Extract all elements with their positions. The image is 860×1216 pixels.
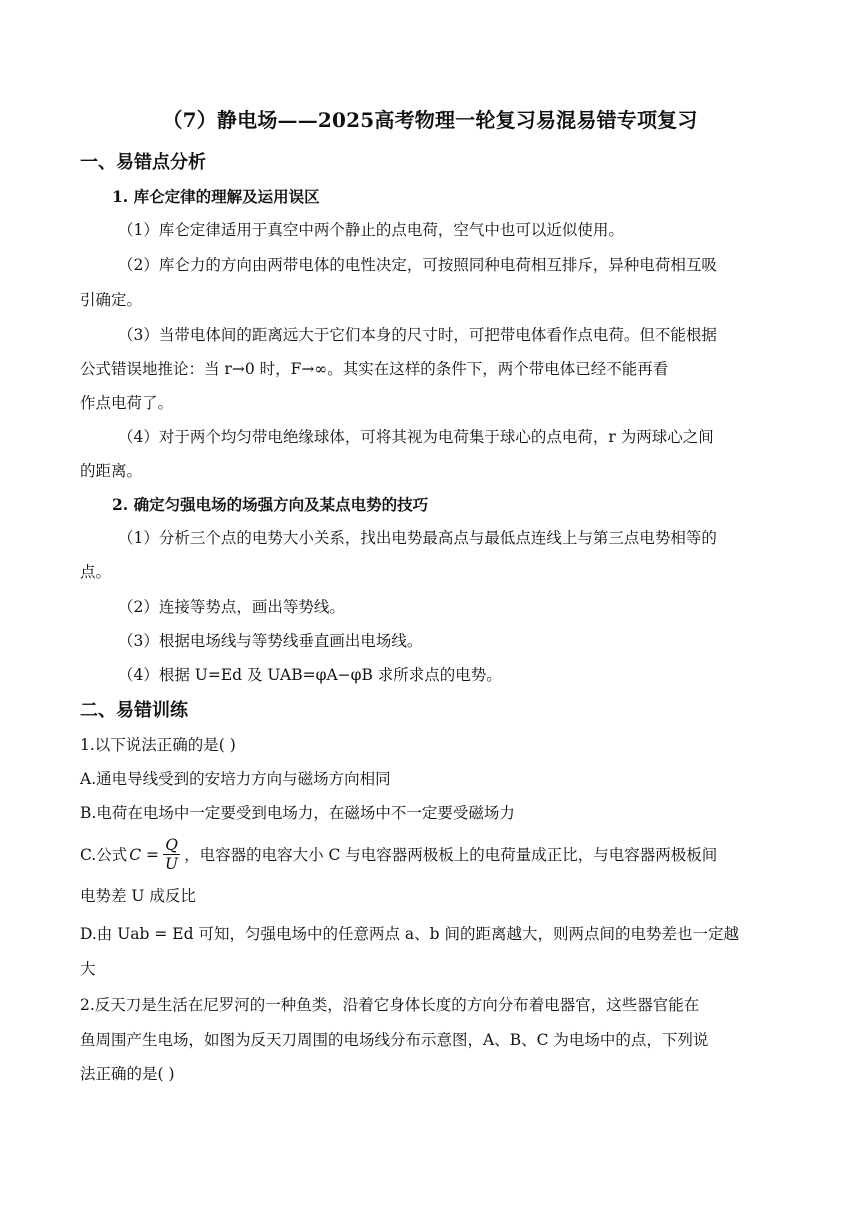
question-2-line3: 法正确的是( ) (80, 1065, 175, 1083)
question-2-line2: 鱼周围产生电场，如图为反天刀周围的电场线分布示意图，A、B、C 为电场中的点，下列说 (80, 1031, 709, 1049)
question-1-option-a: A.通电导线受到的安培力方向与磁场方向相同 (80, 770, 391, 788)
subsection-heading-uniform-field: 2. 确定匀强电场的场强方向及某点电势的技巧 (112, 495, 429, 514)
paragraph-field-4: （4）根据 U=Ed 及 UAB=φA−φB 求所求点的电势。 (118, 666, 502, 684)
paragraph-coulomb-3a: （3）当带电体间的距离远大于它们本身的尺寸时，可把带电体看作点电荷。但不能根据 (118, 326, 717, 344)
paragraph-field-3: （3）根据电场线与等势线垂直画出电场线。 (118, 632, 423, 650)
paragraph-coulomb-4b: 的距离。 (80, 462, 143, 480)
question-1-option-c-line2: 电势差 U 成反比 (80, 887, 196, 905)
section-heading-training: 二、易错训练 (80, 700, 188, 721)
option-c-prefix: C.公式 (80, 845, 128, 864)
document-title: （7）静电场——2025高考物理一轮复习易混易错专项复习 (162, 108, 698, 132)
paragraph-coulomb-3c: 作点电荷了。 (80, 394, 174, 412)
subsection-heading-coulomb: 1. 库仑定律的理解及运用误区 (112, 187, 320, 206)
question-1-option-d-line1: D.由 Uab = Ed 可知，匀强电场中的任意两点 a、b 间的距离越大，则两点间的电势差也一定越 (80, 925, 739, 943)
capacitance-fraction (163, 836, 180, 873)
fraction-numerator: Q (165, 836, 178, 854)
question-1-option-c (80, 836, 717, 873)
option-c-text: ，电容器的电容大小 C 与电容器两极板上的电荷量成正比，与电容器两极板间 (184, 845, 718, 864)
section-heading-error-analysis: 一、易错点分析 (80, 152, 206, 173)
question-1-stem: 1.以下说法正确的是( ) (80, 736, 236, 754)
question-1-option-d-line2: 大 (80, 960, 96, 978)
question-2-line1: 2.反天刀是生活在尼罗河的一种鱼类，沿着它身体长度的方向分布着电器官，这些器官能在 (80, 996, 700, 1014)
paragraph-field-2: （2）连接等势点，画出等势线。 (118, 598, 345, 616)
paragraph-field-1a: （1）分析三个点的电势大小关系，找出电势最高点与最低点连线上与第三点电势相等的 (118, 529, 717, 547)
fraction-denominator: U (165, 855, 179, 873)
option-c-formula-lhs: C = (129, 845, 160, 864)
paragraph-coulomb-3b: 公式错误地推论：当 r→0 时，F→∞。其实在这样的条件下，两个带电体已经不能再看 (80, 360, 669, 378)
paragraph-coulomb-4a: （4）对于两个均匀带电绝缘球体，可将其视为电荷集于球心的点电荷，r 为两球心之间 (118, 428, 714, 446)
paragraph-field-1b: 点。 (80, 563, 112, 581)
paragraph-coulomb-1: （1）库仑定律适用于真空中两个静止的点电荷，空气中也可以近似使用。 (118, 221, 624, 239)
paragraph-coulomb-2a: （2）库仑力的方向由两带电体的电性决定，可按照同种电荷相互排斥，异种电荷相互吸 (118, 256, 717, 274)
paragraph-coulomb-2b: 引确定。 (80, 291, 143, 309)
question-1-option-b: B.电荷在电场中一定要受到电场力，在磁场中不一定要受磁场力 (80, 804, 515, 822)
